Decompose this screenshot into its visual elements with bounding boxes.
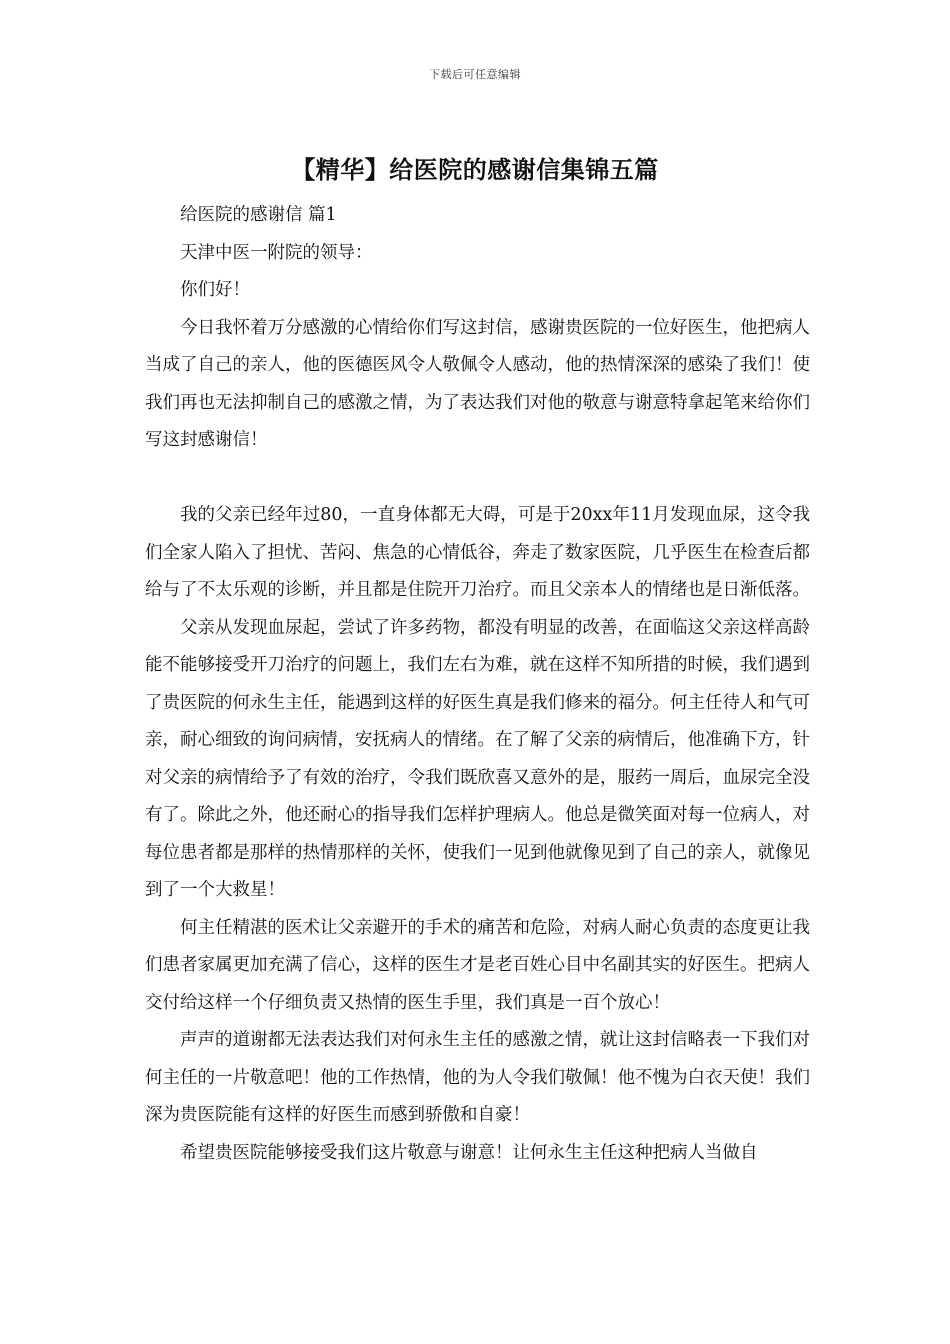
body-paragraph-4: 何主任精湛的医术让父亲避开的手术的痛苦和危险，对病人耐心负责的态度更让我们患者家属更加充满了信心，这样的医生才是老百姓心目中名副其实的好医生。把病人交付给这样一个仔细负责又热情的医生手里，我们真是一百个放心！ [145, 917, 810, 1013]
header-note: 下载后可任意编辑 [429, 68, 521, 81]
document-title: 【精华】给医院的感谢信集锦五篇 [291, 155, 659, 184]
body-paragraph-1: 今日我怀着万分感激的心情给你们写这封信，感谢贵医院的一位好医生，他把病人当成了自己的亲人，他的医德医风令人敬佩令人感动，他的热情深深的感染了我们！使我们再也无法抑制自己的感激之情，为了表达我们对他的敬意与谢意特拿起笔来给你们写这封感谢信！ [145, 317, 810, 450]
body-paragraph-2: 我的父亲已经年过80，一直身体都无大碍，可是于20xx年11月发现血尿，这令我们全家人陷入了担忧、苦闷、焦急的心情低谷，奔走了数家医院，几乎医生在检查后都给与了不太乐观的诊断，并且都是住院开刀治疗。而且父亲本人的情绪也是日渐低落。 [145, 505, 810, 600]
letter-recipient: 天津中医一附院的领导： [180, 242, 373, 263]
letter-heading: 给医院的感谢信 篇1 [180, 205, 337, 225]
letter-greeting: 你们好！ [180, 280, 250, 300]
body-paragraph-3: 父亲从发现血尿起，尝试了许多药物，都没有明显的改善，在面临这父亲这样高龄能不能够接受开刀治疗的问题上，我们左右为难，就在这样不知所措的时候，我们遇到了贵医院的何永生主任，能遇到这样的好医生真是我们修来的福分。何主任待人和气可亲，耐心细致的询问病情，安抚病人的情绪。在了解了父亲的病情后，他准确下方，针对父亲的病情给予了有效的治疗，令我们既欣喜又意外的是，服药一周后，血尿完全没有了。除此之外，他还耐心的指导我们怎样护理病人。他总是微笑面对每一位病人，对每位患者都是那样的热情那样的关怀，使我们一见到他就像见到了自己的亲人，就像见到了一个大救星！ [145, 617, 810, 900]
body-paragraph-6: 希望贵医院能够接受我们这片敬意与谢意！让何永生主任这种把病人当做自 [180, 1142, 758, 1163]
document-body [145, 197, 810, 1172]
body-paragraph-5: 声声的道谢都无法表达我们对何永生主任的感激之情，就让这封信略表一下我们对何主任的一片敬意吧！他的工作热情，他的为人令我们敬佩！他不愧为白衣天使！我们深为贵医院能有这样的好医生而感到骄傲和自豪！ [145, 1030, 810, 1125]
